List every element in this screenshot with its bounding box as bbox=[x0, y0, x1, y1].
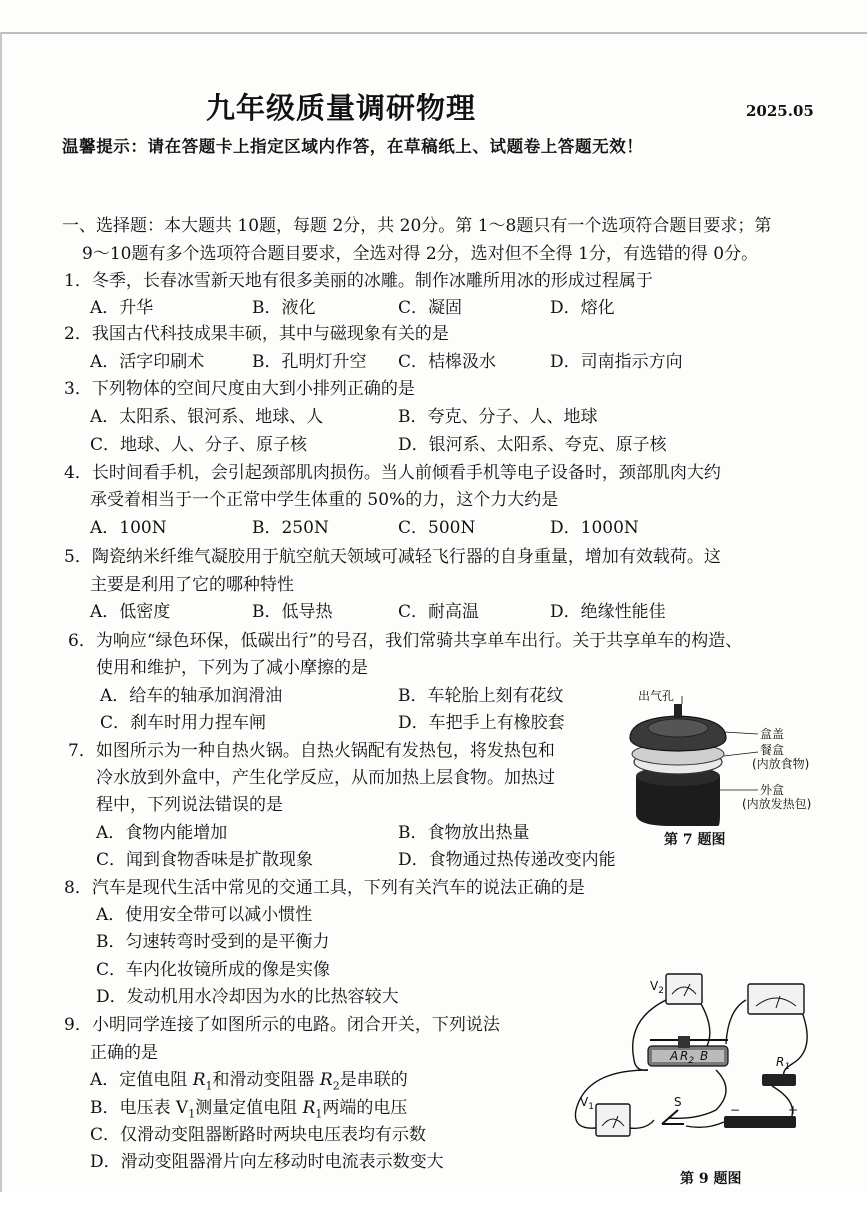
q2-option-c: C．桔槔汲水 bbox=[398, 352, 497, 372]
q4-stem-line1: 4．长时间看手机，会引起颈部肌肉损伤。当人前倾看手机等电子设备时，颈部肌肉大约 bbox=[64, 463, 721, 483]
q8-option-b: B．匀速转弯时受到的是平衡力 bbox=[96, 932, 330, 952]
figure-9-caption: 第 9 题图 bbox=[680, 1171, 742, 1187]
outer-note-label: (内放发热包) bbox=[742, 797, 812, 811]
lid-emblem bbox=[648, 719, 708, 737]
r1-label: $R_1$ bbox=[776, 1055, 791, 1072]
q7-option-b: B．食物放出热量 bbox=[398, 823, 530, 843]
q4-option-b: B．250N bbox=[252, 518, 329, 538]
battery bbox=[724, 1116, 796, 1128]
wire-v1-switch bbox=[628, 1120, 654, 1128]
meal-note-label: (内放食物) bbox=[752, 757, 810, 771]
q3-stem: 3．下列物体的空间尺度由大到小排列正确的是 bbox=[64, 379, 415, 399]
q6-option-c: C．刹车时用力捏车闸 bbox=[100, 713, 267, 733]
lid-leader bbox=[724, 732, 758, 734]
q2-option-d: D．司南指示方向 bbox=[550, 352, 683, 372]
q9-option-a: A．定值电阻 $R_1$和滑动变阻器 $R_2$是串联的 bbox=[90, 1070, 408, 1093]
q8-option-a: A．使用安全带可以减小惯性 bbox=[96, 905, 313, 925]
q8-option-d: D．发动机用水冷却因为水的比热容较大 bbox=[96, 987, 399, 1007]
page-top-edge bbox=[0, 32, 867, 34]
q9-option-d: D．滑动变阻器滑片向左移动时电流表示数变大 bbox=[90, 1152, 444, 1172]
q7-option-c: C．闻到食物香味是扩散现象 bbox=[96, 850, 314, 870]
q3-option-b: B．夸克、分子、人、地球 bbox=[398, 407, 598, 427]
q5-stem-line1: 5．陶瓷纳米纤维气凝胶用于航空航天领域可减轻飞行器的自身重量，增加有效载荷。这 bbox=[64, 547, 721, 567]
q3-option-a: A．太阳系、银河系、地球、人 bbox=[90, 407, 324, 427]
q7-stem-line2: 冷水放到外盒中，产生化学反应，从而加热上层食物。加热过 bbox=[96, 768, 555, 788]
switch-label: S bbox=[674, 1095, 682, 1109]
ammeter bbox=[748, 984, 804, 1014]
figure-9-circuit bbox=[566, 960, 816, 1165]
wire-v2-right bbox=[700, 1002, 710, 1048]
q4-option-d: D．1000N bbox=[550, 518, 639, 538]
q4-option-a: A．100N bbox=[90, 518, 167, 538]
outer-label: 外盒 bbox=[760, 783, 785, 797]
q7-option-d: D．食物通过热传递改变内能 bbox=[398, 850, 616, 870]
q5-option-a: A．低密度 bbox=[90, 602, 171, 622]
q6-stem-line1: 6．为响应“绿色环保，低碳出行”的号召，我们常骑共享单车出行。关于共享单车的构造、 bbox=[68, 631, 743, 651]
v1-label: $V_1$ bbox=[580, 1095, 594, 1112]
q1-option-a: A．升华 bbox=[90, 298, 154, 318]
q6-option-a: A．给车的轴承加润滑油 bbox=[100, 686, 283, 706]
q2-option-b: B．孔明灯升空 bbox=[252, 352, 367, 372]
r2-label: $R_2$ bbox=[680, 1049, 695, 1066]
battery-plus-label: + bbox=[788, 1103, 799, 1117]
resistor-r1 bbox=[762, 1074, 796, 1086]
page-bottom-cut bbox=[0, 1193, 867, 1226]
voltmeter-v1 bbox=[596, 1104, 630, 1136]
q1-stem: 1．冬季，长春冰雪新天地有很多美丽的冰雕。制作冰雕所用冰的形成过程属于 bbox=[64, 271, 653, 291]
q5-option-d: D．绝缘性能佳 bbox=[550, 602, 666, 622]
q8-option-c: C．车内化妆镜所成的像是实像 bbox=[96, 960, 331, 980]
q5-option-b: B．低导热 bbox=[252, 602, 333, 622]
section-instructions-line1: 一、选择题：本大题共 10题，每题 2分，共 20分。第 1～8题只有一个选项符合题目要求；第 bbox=[62, 216, 772, 236]
q1-option-d: D．熔化 bbox=[550, 298, 615, 318]
battery-minus-label: − bbox=[730, 1103, 741, 1117]
voltmeter-v2 bbox=[666, 974, 702, 1004]
vent-label: 出气孔 bbox=[638, 690, 675, 703]
figure-7-hot-pot bbox=[624, 690, 824, 830]
q7-stem-line3: 程中，下列说法错误的是 bbox=[96, 795, 283, 815]
q2-option-a: A．活字印刷术 bbox=[90, 352, 205, 372]
q7-stem-line1: 7．如图所示为一种自热火锅。自热火锅配有发热包，将发热包和 bbox=[68, 741, 555, 761]
page-left-edge bbox=[0, 32, 2, 1192]
exam-date: 2025.05 bbox=[746, 102, 814, 120]
q5-option-c: C．耐高温 bbox=[398, 602, 480, 622]
q4-stem-line2: 承受着相当于一个正常中学生体重的 50%的力，这个力大约是 bbox=[90, 490, 559, 510]
q9-option-c: C．仅滑动变阻器断路时两块电压表均有示数 bbox=[90, 1125, 427, 1145]
exam-title: 九年级质量调研物理 bbox=[206, 91, 477, 125]
switch-lever bbox=[662, 1110, 678, 1124]
q6-option-b: B．车轮胎上刻有花纹 bbox=[398, 686, 564, 706]
q9-stem-line1: 9．小明同学连接了如图所示的电路。闭合开关，下列说法 bbox=[64, 1015, 500, 1035]
q3-option-c: C．地球、人、分子、原子核 bbox=[90, 435, 308, 455]
terminal-a-label: A bbox=[670, 1049, 679, 1063]
meal-label: 餐盒 bbox=[760, 743, 785, 757]
q9-option-b: B．电压表 $V_1$测量定值电阻 $R_1$两端的电压 bbox=[90, 1098, 408, 1121]
q6-stem-line2: 使用和维护，下列为了减小摩擦的是 bbox=[96, 658, 368, 678]
vent-hole bbox=[674, 704, 682, 718]
wire-ammeter-left bbox=[726, 1000, 746, 1044]
figure-7-caption: 第 7 题图 bbox=[664, 832, 726, 848]
hot-pot-drawing bbox=[624, 690, 824, 830]
v2-label: $V_2$ bbox=[650, 979, 664, 996]
q2-stem: 2．我国古代科技成果丰硕，其中与磁现象有关的是 bbox=[64, 324, 449, 344]
q7-option-a: A．食物内能增加 bbox=[96, 823, 228, 843]
q8-stem: 8．汽车是现代生活中常见的交通工具，下列有关汽车的说法正确的是 bbox=[64, 878, 585, 898]
wire-switch-battery bbox=[686, 1122, 724, 1127]
q1-option-c: C．凝固 bbox=[398, 298, 463, 318]
q4-option-c: C．500N bbox=[398, 518, 476, 538]
lid-label: 盒盖 bbox=[760, 727, 785, 741]
q1-option-b: B．液化 bbox=[252, 298, 316, 318]
q5-stem-line2: 主要是利用了它的哪种特性 bbox=[90, 575, 294, 595]
q9-stem-line2: 正确的是 bbox=[90, 1043, 158, 1063]
circuit-drawing bbox=[566, 960, 816, 1165]
rheostat-slider bbox=[678, 1036, 690, 1048]
meal-leader bbox=[724, 752, 758, 756]
q6-option-d: D．车把手上有橡胶套 bbox=[398, 713, 565, 733]
q3-option-d: D．银河系、太阳系、夸克、原子核 bbox=[398, 435, 667, 455]
section-instructions-line2: 9～10题有多个选项符合题目要求，全选对得 2分，选对但不全得 1分，有选错的得 0分。 bbox=[82, 244, 759, 264]
terminal-b-label: B bbox=[700, 1049, 709, 1063]
warm-tip: 温馨提示：请在答题卡上指定区域内作答，在草稿纸上、试题卷上答题无效！ bbox=[62, 137, 644, 156]
